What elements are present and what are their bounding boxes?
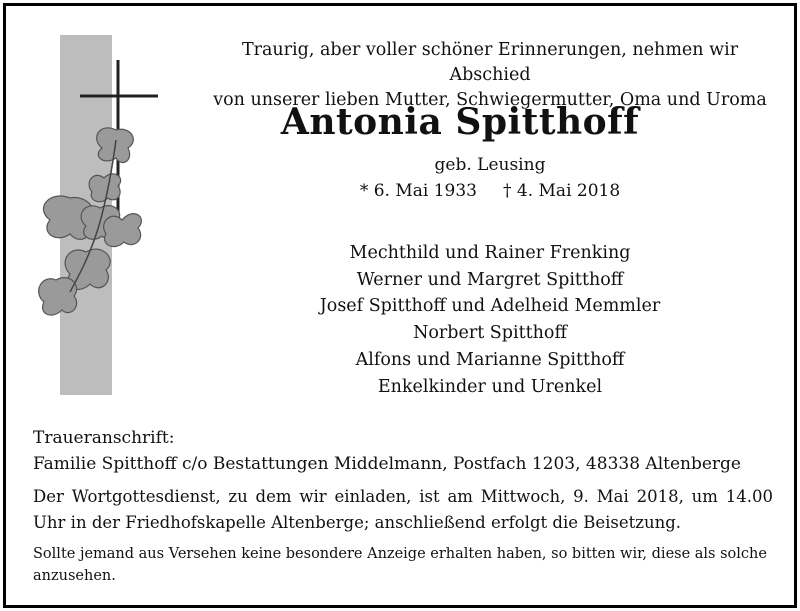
mourner: Mechthild und Rainer Frenking	[349, 243, 631, 263]
mourning-address	[33, 425, 773, 477]
intro-line: Traurig, aber voller schöner Erinnerungen, nehmen wir Abschied	[241, 40, 739, 85]
life-dates	[200, 180, 780, 202]
deceased-name: Antonia Spitthoff	[280, 101, 640, 143]
address-label: Traueranschrift:	[33, 428, 175, 448]
maiden-name: geb. Leusing	[434, 155, 546, 175]
decoration	[30, 30, 170, 400]
intro-line: von unserer lieben Mutter, Schwiegermutter, Oma und Uroma	[213, 90, 767, 110]
service-info: Der Wortgottesdienst, zu dem wir einladen, ist am Mittwoch, 9. Mai 2018, um 14.00 Uhr in der Friedhofskapelle Altenberge; anschließend erfolgt die Beisetzung.	[33, 487, 773, 532]
address-text: Familie Spitthoff c/o Bestattungen Middelmann, Postfach 1203, 48338 Altenberge	[33, 454, 741, 474]
closing-note: Sollte jemand aus Versehen keine besondere Anzeige erhalten haben, so bitten wir, diese als solche anzusehen.	[33, 546, 767, 584]
mourner: Alfons und Marianne Spitthoff	[355, 349, 625, 370]
mourners-list	[200, 240, 780, 400]
mourner: Enkelkinder und Urenkel	[377, 376, 603, 397]
mourner: Werner und Margret Spitthoff	[356, 269, 624, 290]
birth-date: * 6. Mai 1933	[359, 181, 477, 201]
death-date: † 4. Mai 2018	[503, 181, 621, 201]
mourner: Josef Spitthoff und Adelheid Memmler	[319, 296, 661, 317]
mourner: Norbert Spitthoff	[413, 323, 567, 344]
